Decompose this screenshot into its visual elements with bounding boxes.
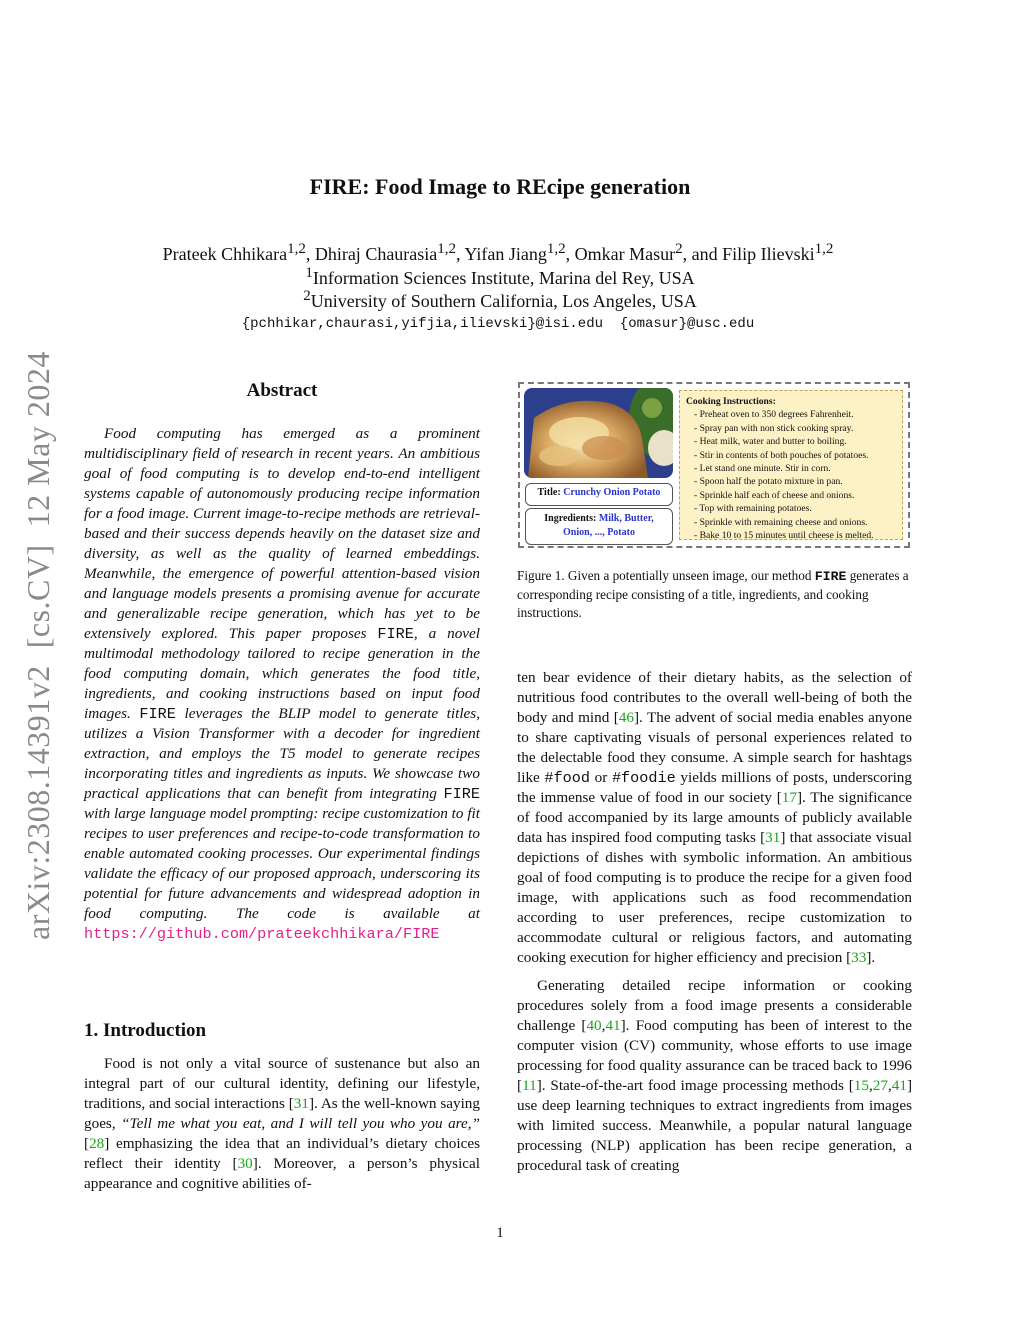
predicted-title-box: Title: Crunchy Onion Potato [525,483,673,506]
affiliation-1: $^1$Information Sciences Institute, Marina del Rey, USA [305,265,695,288]
citation-link[interactable]: 40 [586,1017,602,1034]
arxiv-identifier: arXiv:2308.14391v2 [cs.CV] 12 May 2024 [20,351,56,940]
citation-link[interactable]: 17 [781,789,797,806]
author-name: Yifan Jiang [464,244,547,264]
instruction-step: - Top with remaining potatoes. [694,503,812,515]
predicted-ingredients-box: Ingredients: Milk, Butter, Onion, ..., Potato [525,508,673,545]
paper-title: FIRE: Food Image to REcipe generation [309,174,691,199]
author-affil-mark: 2 [675,241,683,257]
cooking-instructions-box [679,390,903,540]
instruction-step: - Spoon half the potato mixture in pan. [694,476,843,488]
abstract-heading: Abstract [246,380,318,401]
citation-link[interactable]: 28 [89,1135,105,1152]
author-affil-mark: 1,2 [437,241,457,257]
affiliation-2: $^2$University of Southern California, Los Angeles, USA [303,288,697,311]
instruction-step: - Stir in contents of both pouches of potatoes. [694,449,869,461]
introduction-body: Food is not only a vital source of sustenance but also an integral part of our cultural identity, defining our lifestyle, traditions, and social interactions [31]. As the well-known saying goes, “Tell me what you eat, and I will tell you who you are,” [28] emphasizing the idea that an individual’s dietary choices reflect their identity [30]. Moreover, a person’s physical appearance and cognitive abilities of- [84,1055,480,1192]
author-name: Omkar Masur [574,244,676,264]
citation-link[interactable]: 27 [872,1077,888,1094]
citation-link[interactable]: 31 [765,829,781,846]
author-name: Prateek Chhikara [162,244,288,264]
author-list: Prateek Chhikara$^{1,2}$, Dhiraj Chaurasia$^{1,2}$, Yifan Jiang$^{1,2}$, Omkar Masur$^2$, and Filip Ilievski$^{1,2}$ [162,241,834,264]
hashtag: #food [544,769,590,787]
citation-link[interactable]: 41 [605,1017,621,1034]
instructions-heading: Cooking Instructions: [686,396,776,407]
instruction-step: - Let stand one minute. Stir in corn. [694,463,831,475]
author-affil-mark: 1,2 [546,241,566,257]
citation-link[interactable]: 46 [618,709,634,726]
citation-link[interactable]: 33 [851,949,867,966]
code-link[interactable]: https://github.com/prateekchhikara/FIRE [84,925,440,943]
instruction-step: - Bake 10 to 15 minutes until cheese is melted. [694,530,874,542]
author-name: and Filip Ilievski [691,244,815,264]
instruction-step: - Sprinkle half each of cheese and onions. [694,489,855,501]
figure-1-caption: Figure 1. Given a potentially unseen image, our method FIRE generates a corresponding recipe consisting of a title, ingredients, and cooking instructions. [517,568,909,620]
page-number: 1 [496,1225,504,1241]
instruction-step: - Spray pan with non stick cooking spray. [694,422,854,434]
author-affil-mark: 1,2 [814,241,834,257]
instruction-step: - Preheat oven to 350 degrees Fahrenheit. [694,409,854,421]
food-photo [524,388,673,478]
right-column-body: ten bear evidence of their dietary habits, as the selection of nutritious food contributes to the overall well-being of both the body and mind [46]. The advent of social media enables anyone to share captivating visuals of personal experiences related to the delectable food they consume. A simple search for hashtags like #food or #foodie yields millions of posts, underscoring the immense value of food in our society [17]. The significance of food accompanied by its large amounts of publicly available data has inspired food computing tasks [31] that associate visual depictions of dishes with symbolic information. An ambitious goal of food computing is to produce the recipe for a given food image, with applications such as food recommendation according to user preferences, recipe customization to accommodate cultural or religious factors, and automating cooking execution for higher efficiency and precision [33]. Generating detailed recipe information or cooking procedures solely from a food image presents a considerable challenge [40,41]. Food computing has been of interest to the computer vision (CV) community, whose efforts to use image processing for food quality assurance can be traced back to 1996 [11]. State-of-the-art food image processing methods [15,27,41] use deep learning techniques to extract ingredients from images with limited success. Meanwhile, a popular natural language processing (NLP) application has been recipe generation, a procedural task of creating [517,669,912,1174]
author-name: Dhiraj Chaurasia [314,244,438,264]
instruction-step: - Sprinkle with remaining cheese and onions. [694,516,868,528]
author-emails: {pchhikar,chaurasi,yifjia,ilievski}@isi.edu {omasur}@usc.edu [241,316,755,332]
citation-link[interactable]: 15 [853,1077,869,1094]
section-heading-introduction: 1. Introduction [84,1020,207,1041]
abstract-body: Food computing has emerged as a prominent multidisciplinary field of research in recent years. An ambitious goal of food computing is to develop end-to-end intelligent systems capable of autonomously producing recipe information for a food image. Current image-to-recipe methods are retrieval-based and their success depends heavily on the dataset size and diversity, as well as the quality of learned embeddings. Meanwhile, the emergence of powerful attention-based vision and language models presents a promising avenue for accurate and generalizable recipe generation, which has yet to be extensively explored. This paper proposes FIRE, a novel multimodal methodology tailored to recipe generation in the food computing domain, which generates the food title, ingredients, and cooking instructions based on input food images. FIRE leverages the BLIP model to generate titles, utilizes a Vision Transformer with a decoder for ingredient extraction, and employs the T5 model to generate recipes incorporating titles and ingredients as inputs. We showcase two practical applications that can benefit from integrating FIRE with large language model prompting: recipe customization to fit recipes to user preferences and recipe-to-code transformation to enable automated cooking processes. Our experimental findings validate the efficacy of our proposed approach, underscoring its potential for future advancements and widespread adoption in food computing. The code is available at https://github.com/prateekchhikara/FIRE [84,425,480,943]
author-affil-mark: 1,2 [287,241,306,257]
citation-link[interactable]: 11 [522,1077,537,1094]
hashtag: #foodie [611,769,676,787]
citation-link[interactable]: 41 [891,1077,907,1094]
citation-link[interactable]: 31 [293,1095,309,1112]
instruction-step: - Heat milk, water and butter to boiling. [694,436,847,448]
citation-link[interactable]: 30 [237,1155,253,1172]
